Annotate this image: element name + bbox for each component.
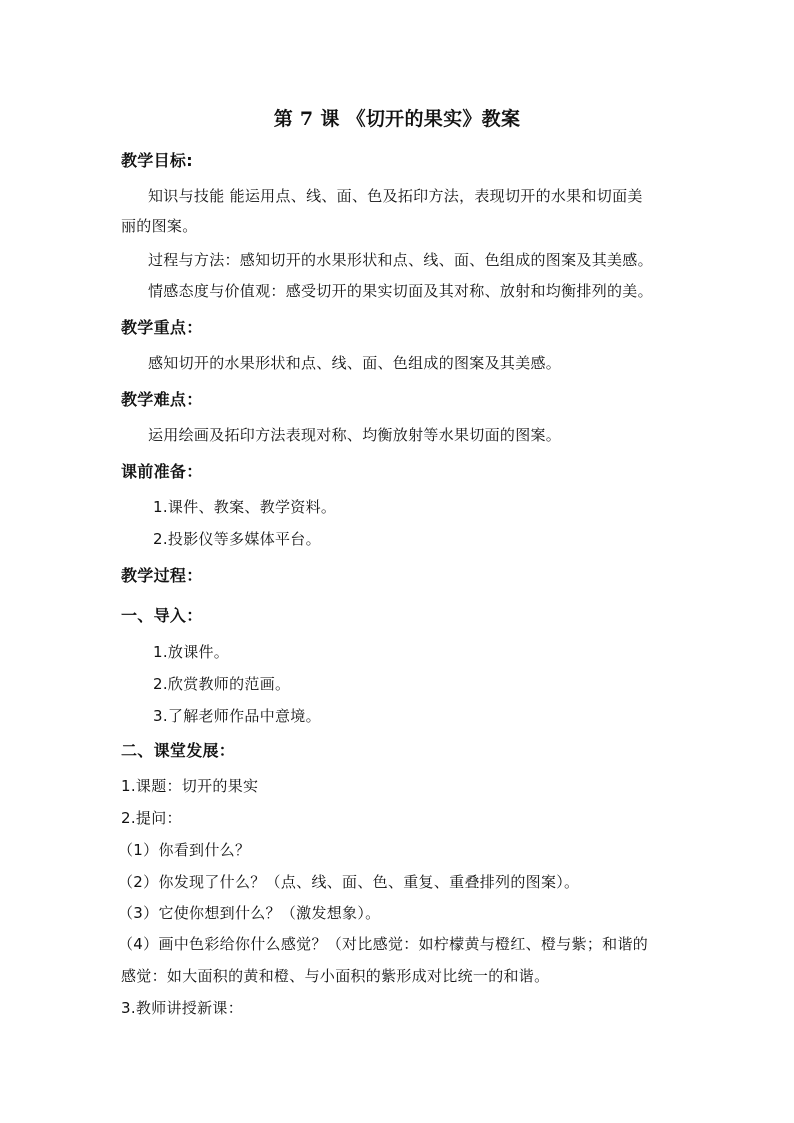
objective-line-1: 知识与技能 能运用点、线、面、色及拓印方法，表现切开的水果和切面美 (148, 187, 643, 205)
intro-item-2: 2.欣赏教师的范画。 (153, 675, 291, 693)
develop-line-2: 2.提问： (121, 809, 182, 827)
develop-heading: 二、课堂发展： (121, 741, 236, 760)
objective-line-3: 过程与方法：感知切开的水果形状和点、线、面、色组成的图案及其美感。 (148, 251, 653, 269)
develop-line-1: 1.课题：切开的果实 (121, 777, 259, 795)
objective-line-4: 情感态度与价值观：感受切开的果实切面及其对称、放射和均衡排列的美。 (148, 282, 653, 300)
process-heading: 教学过程： (121, 566, 203, 585)
objectives-heading: 教学目标: (121, 151, 193, 170)
prep-heading: 课前准备： (121, 462, 203, 481)
page-title: 第 7 课 《切开的果实》教案 (273, 108, 521, 130)
key-points-text: 感知切开的水果形状和点、线、面、色组成的图案及其美感。 (148, 354, 562, 372)
intro-item-3: 3.了解老师作品中意境。 (153, 707, 321, 725)
develop-line-6: （4）画中色彩给你什么感觉？（对比感觉：如柠檬黄与橙红、橙与紫；和谐的 (118, 935, 649, 953)
develop-line-4: （2）你发现了什么？（点、线、面、色、重复、重叠排列的图案）。 (118, 873, 580, 891)
objective-line-2: 丽的图案。 (121, 217, 198, 235)
prep-item-2: 2.投影仪等多媒体平台。 (153, 530, 321, 548)
prep-item-1: 1.课件、教案、教学资料。 (153, 498, 337, 516)
develop-line-8: 3.教师讲授新课： (121, 999, 244, 1017)
difficulty-text: 运用绘画及拓印方法表现对称、均衡放射等水果切面的图案。 (148, 426, 562, 444)
develop-line-5: （3）它使你想到什么？（激发想象）。 (118, 904, 381, 922)
intro-item-1: 1.放课件。 (153, 643, 230, 661)
difficulty-heading: 教学难点： (121, 390, 203, 409)
intro-heading: 一、导入： (121, 606, 203, 625)
develop-line-3: （1）你看到什么？ (118, 841, 251, 859)
key-points-heading: 教学重点： (121, 318, 203, 337)
develop-line-7: 感觉：如大面积的黄和橙、与小面积的紫形成对比统一的和谐。 (121, 967, 550, 985)
